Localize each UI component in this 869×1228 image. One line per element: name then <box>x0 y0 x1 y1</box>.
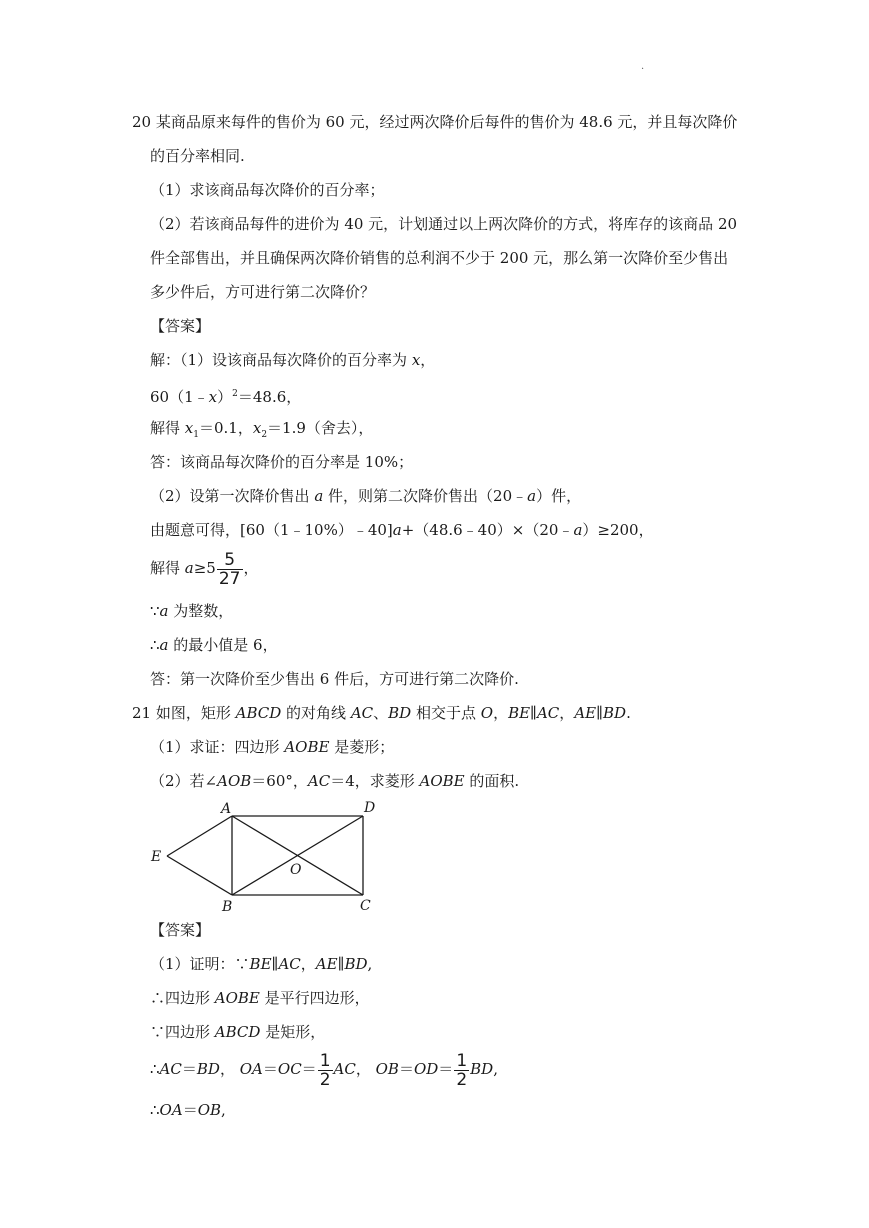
q20-part2-setup: （2）设第一次降价售出 a 件，则第二次降价售出（20﹣a）件， <box>150 487 582 505</box>
q20-part2-line2: 件全部售出，并且确保两次降价销售的总利润不少于 200 元，那么第一次降价至少售出 <box>150 249 729 267</box>
q21-proof-oa-ob: ∴OA＝OB, <box>150 1101 226 1119</box>
q20-part1: （1）求该商品每次降价的百分率； <box>150 181 385 199</box>
q21-proof-rectangle: ∵四边形 ABCD 是矩形， <box>150 1023 326 1041</box>
q20-answer-label: 【答案】 <box>150 317 211 335</box>
q20-inequality: 由题意可得，[60（1﹣10%）﹣40]a+（48.6﹣40）×（20﹣a）≥200， <box>150 521 654 539</box>
fraction-one-half-2: $\frac{1}{2}$ <box>456 1050 468 1090</box>
q20-equation: 60（1﹣x）$^2$＝48.6， <box>150 388 302 406</box>
rectangle-rhombus-figure <box>145 798 385 916</box>
q20-solution-setup: 解：（1）设该商品每次降价的百分率为 x， <box>150 351 436 369</box>
q20-line1: 20 某商品原来每件的售价为 60 元，经过两次降价后每件的售价为 48.6 元，并且每次降价 <box>132 113 738 131</box>
header-mark: · <box>641 64 645 75</box>
label-E: E <box>151 849 162 865</box>
label-O: O <box>290 862 302 878</box>
q20-part2-line3: 多少件后，方可进行第二次降价？ <box>150 283 376 301</box>
q21-part1: （1）求证：四边形 AOBE 是菱形； <box>150 738 395 756</box>
q20-answer1: 答：该商品每次降价的百分率是 10%； <box>150 453 414 471</box>
q20-integer-note: ∵a 为整数， <box>150 602 234 620</box>
q20-roots: 解得 $x_1=0.1$，$x_2=1.9$（舍去）， <box>150 419 374 440</box>
fraction-5-27: $\frac{5}{27}$ <box>218 549 241 589</box>
q20-min-value: ∴a 的最小值是 6， <box>150 636 278 654</box>
label-D: D <box>364 800 376 816</box>
fraction-one-half: $\frac{1}{2}$ <box>319 1050 331 1090</box>
q21-proof-given: （1）证明：∵BE∥AC，AE∥BD, <box>150 955 373 973</box>
q21-proof-halves: ∴AC＝BD， OA＝OC＝ $\frac{1}{2}$ AC， OB＝OD＝ $\frac{1}{2}$ BD, <box>150 1050 498 1090</box>
label-A: A <box>221 801 232 817</box>
q20-part2-line1: （2）若该商品每件的进价为 40 元，计划通过以上两次降价的方式，将库存的该商品 20 <box>150 215 738 233</box>
segment-EA <box>167 816 232 856</box>
q21-proof-parallelogram: ∴四边形 AOBE 是平行四边形， <box>150 989 370 1007</box>
label-C: C <box>360 898 371 914</box>
q20-final-answer: 答：第一次降价至少售出 6 件后，方可进行第二次降价. <box>150 670 519 688</box>
q21-part2: （2）若∠AOB＝60°，AC＝4，求菱形 AOBE 的面积. <box>150 772 520 790</box>
q21-statement: 21 如图，矩形 ABCD 的对角线 AC、BD 相交于点 O，BE∥AC，AE∥BD. <box>132 704 631 722</box>
segment-EB <box>167 856 232 895</box>
label-B: B <box>222 899 233 915</box>
q21-answer-label: 【答案】 <box>150 921 211 939</box>
q20-inequality-solution: 解得 a≥5 $\frac{5}{27}$ ， <box>150 549 259 589</box>
q20-line2: 的百分率相同. <box>150 147 245 165</box>
